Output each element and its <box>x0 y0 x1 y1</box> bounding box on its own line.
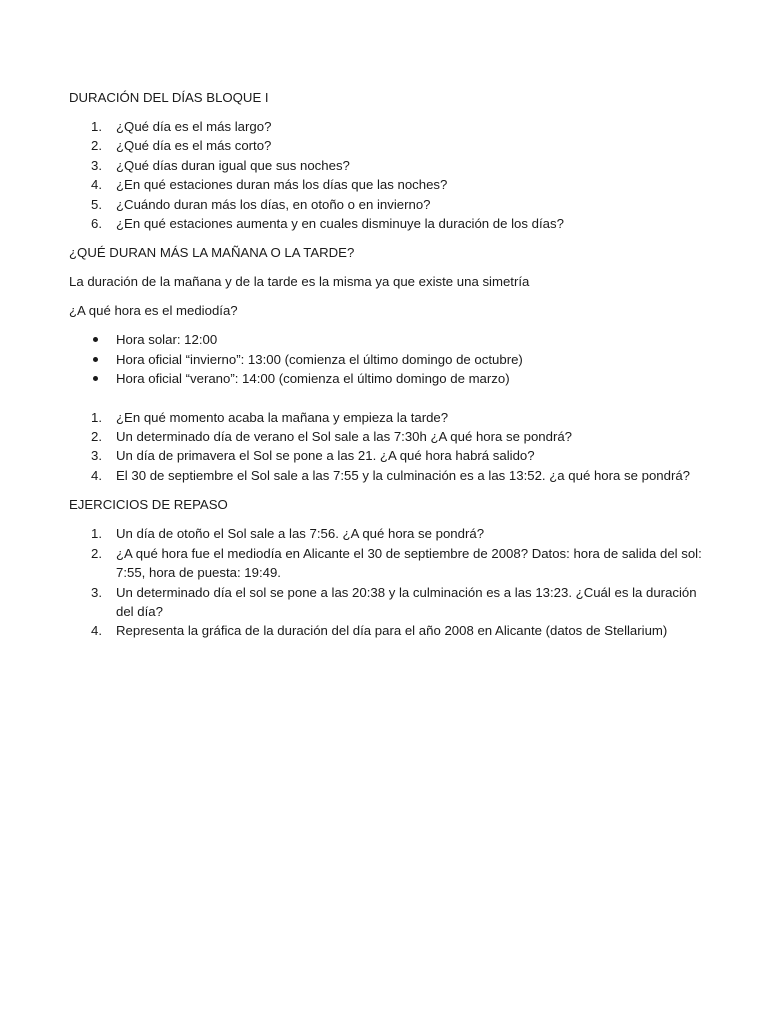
bullet-text: Hora solar: 12:00 <box>116 332 218 348</box>
item-text: ¿En qué momento acaba la mañana y empieza la tarde? <box>116 409 449 425</box>
item-number: 1. <box>91 119 102 134</box>
list-item <box>69 621 709 640</box>
item-text: El 30 de septiembre el Sol sale a las 7:55 y la culminación es a las 13:52. ¿a qué hora se pondrá? <box>116 467 691 483</box>
list-item <box>69 544 709 583</box>
bullet-text: Hora oficial “verano”: 14:00 (comienza el último domingo de marzo) <box>116 371 510 387</box>
list-item <box>69 427 709 446</box>
exercises-list <box>69 524 709 640</box>
item-number: 1. <box>91 409 102 425</box>
item-number: 1. <box>91 526 102 542</box>
item-number: 5. <box>91 196 102 212</box>
item-text: ¿En qué estaciones duran más los días que las noches? <box>116 177 448 193</box>
item-number: 6. <box>91 216 102 232</box>
item-text: ¿Qué día es el más corto? <box>116 138 272 154</box>
item-text: ¿Qué días duran igual que sus noches? <box>116 157 350 173</box>
item-number: 3. <box>91 448 102 464</box>
item-text: Representa la gráfica de la duración del día para el año 2008 en Alicante (datos de Stellarium) <box>116 623 668 639</box>
list-item <box>69 583 709 622</box>
list-item <box>69 408 709 427</box>
item-text: ¿Qué día es el más largo? <box>116 119 272 134</box>
item-number: 2. <box>91 138 102 154</box>
document-title: DURACIÓN DEL DÍAS BLOQUE I <box>69 90 269 105</box>
section-question: ¿A qué hora es el mediodía? <box>69 303 238 319</box>
list-item <box>69 156 709 175</box>
bullet-icon <box>93 376 98 381</box>
item-text: ¿En qué estaciones aumenta y en cuales disminuye la duración de los días? <box>116 216 564 232</box>
bullet-list <box>69 330 709 388</box>
item-number: 4. <box>91 467 102 483</box>
item-text: Un día de otoño el Sol sale a las 7:56. ¿A qué hora se pondrá? <box>116 526 485 542</box>
section-heading: ¿QUÉ DURAN MÁS LA MAÑANA O LA TARDE? <box>69 245 355 261</box>
bullet-icon <box>93 337 98 342</box>
list-item <box>69 136 709 155</box>
item-number: 4. <box>91 177 102 193</box>
list-item <box>69 175 709 194</box>
item-number: 3. <box>91 584 102 600</box>
list-item <box>69 117 709 136</box>
item-text: Un determinado día el sol se pone a las 20:38 y la culminación es a las 13:23. ¿Cuál es la duración del día? <box>116 584 697 619</box>
list-item <box>69 446 709 465</box>
item-text: ¿Cuándo duran más los días, en otoño o en invierno? <box>116 196 431 212</box>
bullet-icon <box>93 357 98 362</box>
bullet-item <box>69 369 709 388</box>
item-number: 3. <box>91 157 102 173</box>
item-number: 4. <box>91 623 102 639</box>
item-text: Un determinado día de verano el Sol sale a las 7:30h ¿A qué hora se pondrá? <box>116 429 573 445</box>
questions-list-2 <box>69 408 709 486</box>
list-item <box>69 524 709 543</box>
list-item <box>69 466 709 485</box>
item-text: ¿A qué hora fue el mediodía en Alicante el 30 de septiembre de 2008? Datos: hora de salida del sol: 7:55, hora de puesta: 19:49. <box>116 545 702 581</box>
item-number: 2. <box>91 545 102 561</box>
item-number: 2. <box>91 429 102 445</box>
bullet-item <box>69 330 709 349</box>
item-text: Un día de primavera el Sol se pone a las 21. ¿A qué hora habrá salido? <box>116 448 535 464</box>
list-item <box>69 195 709 214</box>
bullet-item <box>69 350 709 369</box>
questions-list-1 <box>69 117 709 233</box>
list-item <box>69 214 709 233</box>
exercises-heading: EJERCICIOS DE REPASO <box>69 497 228 513</box>
bullet-text: Hora oficial “invierno”: 13:00 (comienza el último domingo de octubre) <box>116 351 523 367</box>
document-page <box>69 88 709 641</box>
section-paragraph: La duración de la mañana y de la tarde es la misma ya que existe una simetría <box>69 274 530 290</box>
